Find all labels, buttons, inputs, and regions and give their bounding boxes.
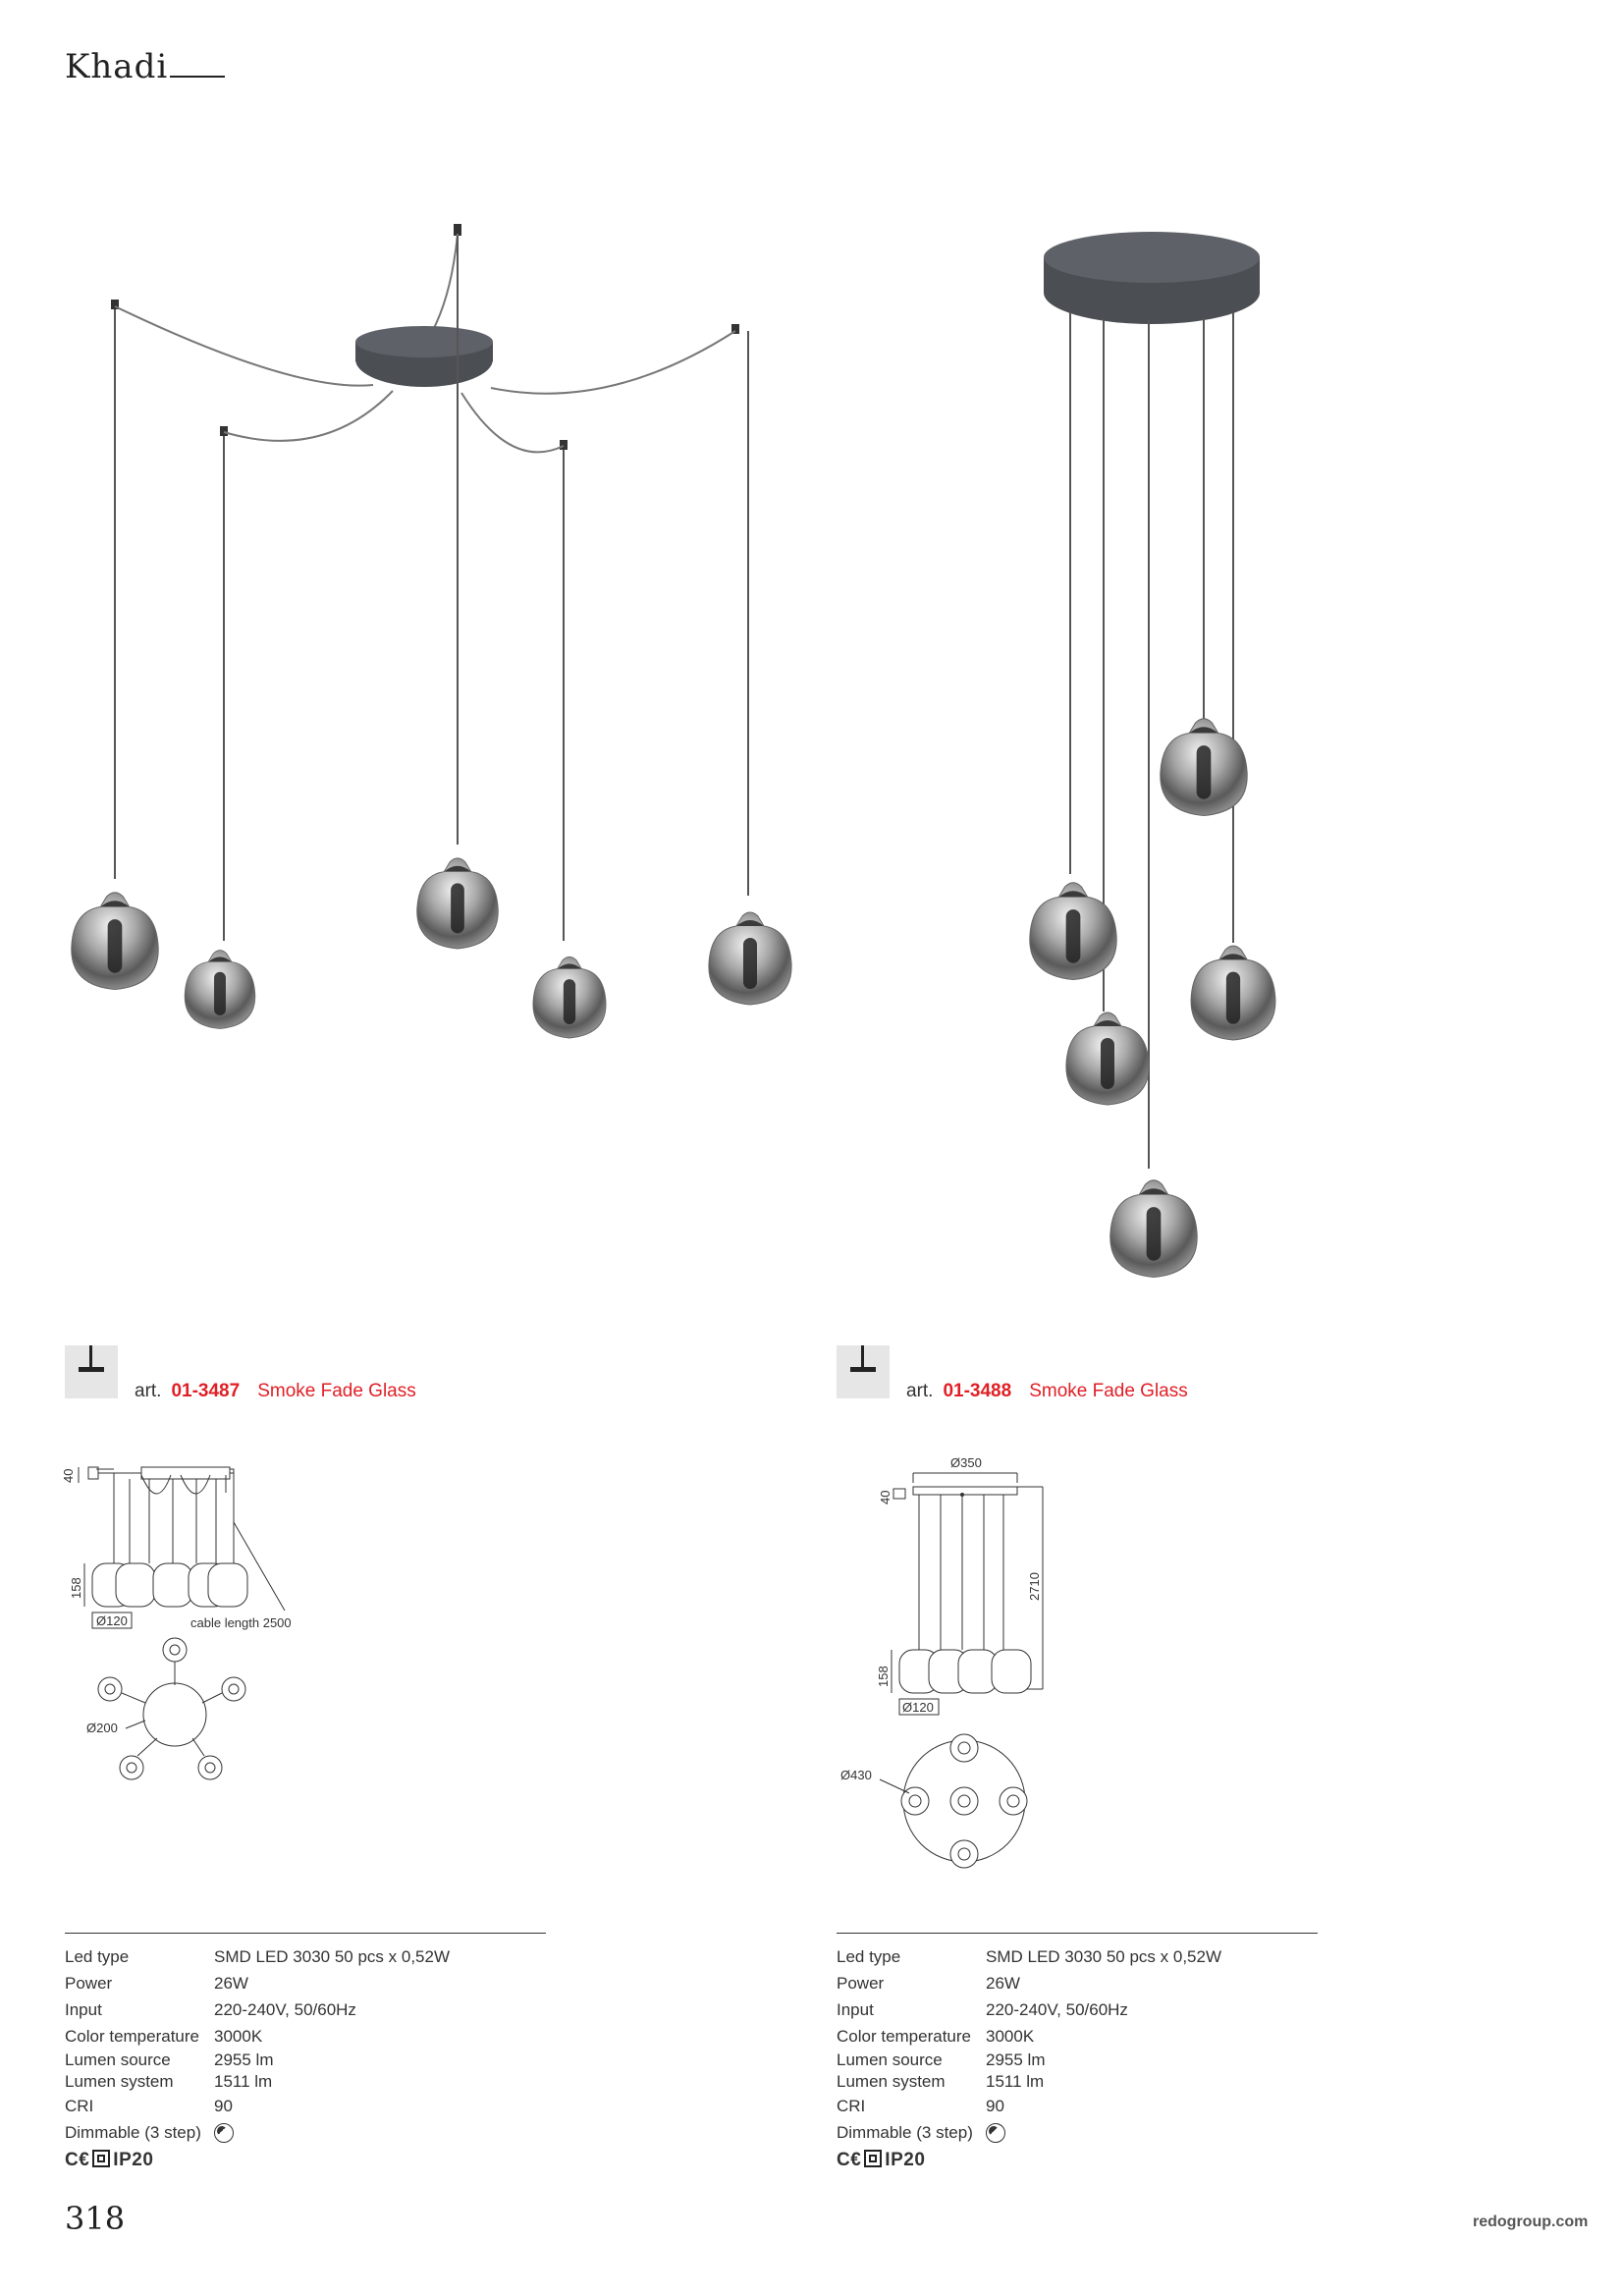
dim-canopy-diameter: Ø350 <box>950 1455 982 1470</box>
article-line <box>135 1381 416 1402</box>
dim-shade-diameter: Ø120 <box>96 1613 128 1628</box>
spec-row: Led type SMD LED 3030 50 pcs x 0,52W <box>65 1946 451 1966</box>
finish-label: Smoke Fade Glass <box>257 1381 416 1401</box>
ce-mark-icon: C€ <box>837 2150 862 2170</box>
dim-height-top: 40 <box>878 1490 893 1504</box>
dim-height-top: 40 <box>61 1468 76 1483</box>
dimmable-icon <box>214 2123 234 2143</box>
certification-marks <box>65 2150 546 2171</box>
pendant-mount-icon <box>837 1345 890 1398</box>
spec-row: Lumen system 1511 lm <box>65 2072 273 2091</box>
dim-shade-diameter: Ø120 <box>902 1700 934 1715</box>
spec-row: Color temperature 3000K <box>65 2026 263 2046</box>
spec-row: Dimmable (3 step) <box>65 2119 546 2146</box>
art-label: art. <box>135 1381 162 1401</box>
ip-rating: IP20 <box>113 2150 154 2170</box>
cable-length-note: cable length 2500 <box>190 1615 292 1630</box>
page-title: Khadi <box>65 47 225 86</box>
spec-table <box>65 1933 546 2171</box>
technical-drawing-01-3487 <box>59 1453 353 1807</box>
product-photo-01-3488 <box>1030 232 1275 1278</box>
spec-row: CRI 90 <box>837 2096 1004 2115</box>
page-number: 318 <box>65 2200 126 2237</box>
dim-canopy-diameter: Ø200 <box>86 1721 118 1735</box>
ip-rating: IP20 <box>885 2150 926 2170</box>
article-code: 01-3487 <box>171 1381 241 1401</box>
certification-marks <box>837 2150 1318 2171</box>
article-code: 01-3488 <box>943 1381 1012 1401</box>
technical-drawing-01-3488 <box>835 1444 1090 1876</box>
dim-total-height: 2710 <box>1027 1572 1042 1601</box>
article-line <box>906 1381 1188 1402</box>
spec-row: Input 220-240V, 50/60Hz <box>65 1999 356 2019</box>
spec-row: Power 26W <box>65 1973 248 1993</box>
spec-row: Led type SMD LED 3030 50 pcs x 0,52W <box>837 1946 1222 1966</box>
website-link[interactable]: redogroup.com <box>1473 2214 1589 2230</box>
dimmable-icon <box>986 2123 1005 2143</box>
spec-row: Lumen system 1511 lm <box>837 2072 1045 2091</box>
dim-shade-height: 158 <box>876 1666 891 1687</box>
art-label: art. <box>906 1381 934 1401</box>
class-ii-icon <box>864 2150 882 2167</box>
ce-mark-icon: C€ <box>65 2150 90 2170</box>
pendant-mount-icon <box>65 1345 118 1398</box>
spec-table <box>837 1933 1318 2171</box>
dim-layout-diameter: Ø430 <box>840 1768 872 1782</box>
spec-row: Power 26W <box>837 1973 1020 1993</box>
dim-shade-height: 158 <box>69 1577 83 1599</box>
product-photo-01-3487 <box>72 224 791 1038</box>
spec-row: Lumen source 2955 lm <box>65 2050 274 2069</box>
spec-row: Input 220-240V, 50/60Hz <box>837 1999 1128 2019</box>
spec-row: Dimmable (3 step) <box>837 2119 1318 2146</box>
finish-label: Smoke Fade Glass <box>1029 1381 1188 1401</box>
spec-row: Color temperature 3000K <box>837 2026 1035 2046</box>
class-ii-icon <box>92 2150 110 2167</box>
spec-row: Lumen source 2955 lm <box>837 2050 1046 2069</box>
spec-row: CRI 90 <box>65 2096 233 2115</box>
